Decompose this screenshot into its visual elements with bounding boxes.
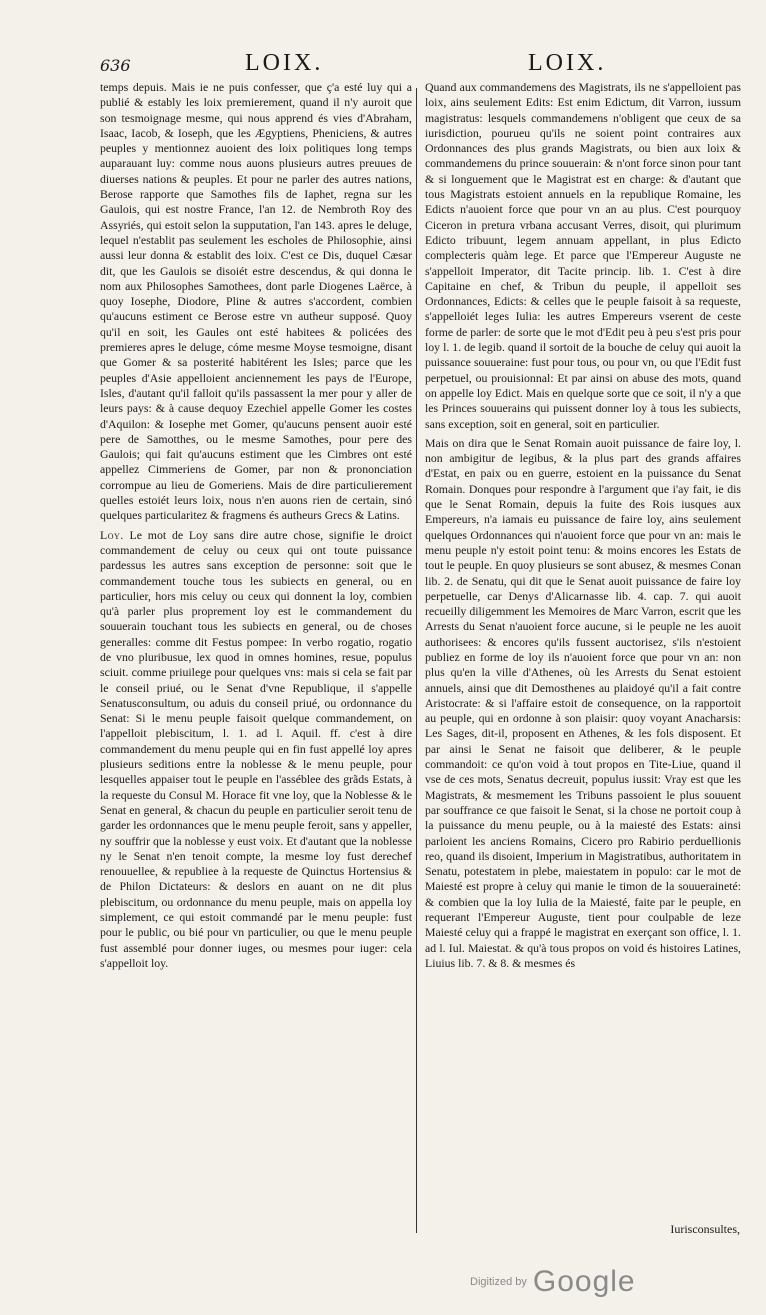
running-head-right: LOIX. bbox=[528, 50, 607, 76]
page-number: 636 bbox=[100, 56, 131, 75]
running-head-left: LOIX. bbox=[245, 50, 324, 76]
right-paragraph-1: Quand aux commandemens des Magistrats, ils ne s'appelloient pas loix, ains seulement Edits: Est enim Edictum, dit Varron, iussum magistratus: lesquels commandemens n'obligent que ceux de sa iurisdiction, pourueu qu'ils ne soient point contraires aux Ordonnances des plus grands Magistrats, ou bien aux loix & commandemens du prince souuerain: & n'ont force sinon pour tant & si longuement que le Magistrat est en charge: & d'autant que tous Magistrats estoient annuels en la republique Romaine, les Edicts n'auoient force que pour vn an au plus. C'est pourquoy Ciceron in pretura vrbana accusant Verres, disoit, qui plurimum Edicto tribuunt, legem annuam appellant, in plus Edicto complecteris quàm lege. Et parce que l'Empereur Auguste ne s'appelloit Imperator, dit Tacite princip. lib. 1. C'est à dire Capitaine en chef, & Tribun du peuple, il appelloit ses Ordonnances, Edicts: & celles que le peuple faisoit à sa requeste, s'appelloiét leges Iulia: les autres Empereurs vserent de ceste forme de parler: de sorte que le mot d'Edit peu à peu s'est pris pour loy l. 1. de legib. quand il sortoit de la bouche de celuy qui auoit la puissance souueraine: fust pour tous, ou pour vn, ou que l'Edit fust perpetuel, ou prouisionnal: Et par ainsi on abuse des mots, quand on appelle loy Edict. Mais en quelque sorte que ce soit, il n'y a que les Princes souuerains qui puissent donner loy à tous les subiects, sans exception, soit en general, soit en particulier. bbox=[425, 80, 741, 431]
left-paragraph-2-text: Le mot de Loy sans dire autre chose, signifie le droict commandement de celuy ou ceux qui ont toute puissance pardessus les autres sans exception de personne: soit que le commandement touche tous les subiects en general, ou en particulier, hors mis celuy ou ceux qui donnent la loy, combien qu'à parler plus proprement loy est le commandement du souuerain touchant tous les subiects en general, ou de choses generalles: comme dit Festus pompee: In verbo rogatio, rogatio de vno pluribusue, lex quod in omnes homines, resue, populus sciuit. comme priuilege pour quelques vns: mais si cela se fait par le conseil priué, ou le Senat d'vne Republique, il s'appelle Senatusconsultum, ou aduis du conseil priué, ou ordonnance du Senat: Si le menu peuple faisoit quelque commandement, on l'appelloit plebiscitum, l. 1. ad l. Aquil. ff. c'est à dire commandement du menu peuple qui en fin fust appellé loy apres plusieurs seditions entre la noblesse & le menu peuple, pour lesquelles appaiser tout le peuple en l'asséblee des grãds Estats, à la requeste du Consul M. Horace fit vne loy, que la Noblesse & le Senat en general, & chacun du peuple en particulier seroit tenu de garder les ordonnances que le menu peuple feroit, sans y appeller, ny souffrir que la noblesse y eust voix. Et d'autant que la noblesse ny le Senat n'en tenoit compte, la mesme loy fust derechef renouuellee, & republiee à la requeste de Quinctus Hortensius & de Philon Dictateurs: & deslors en auant on ne dit plus plebiscitum, ou ordonnance du menu peuple, mais on appella loy simplement, ce qui estoit commandé par le menu peuple: fust pour le public, ou bié pour vn particulier, ou que le menu peuple fust assemblé pour donner iuges, ou mesmes pour iuger: cela s'appelloit loy. bbox=[100, 527, 412, 970]
left-column bbox=[100, 80, 412, 971]
column-divider bbox=[416, 88, 417, 1233]
catchword: Iurisconsultes, bbox=[670, 1222, 740, 1236]
loy-heading: Loy. bbox=[100, 527, 124, 542]
right-paragraph-2: Mais on dira que le Senat Romain auoit puissance de faire loy, l. non ambigitur de legibus, & la plus part des grands affaires d'Estat, en paix ou en guerre, estoient en la puissance du Senat Romain. Donques pour respondre à l'argument que i'ay fait, ie dis que le Senat Romain, depuis la fuite des Rois iusques aux Empereurs, n'a iamais eu puissance de faire loy, ains seulement quelques Ordonnances qui n'auoient force que pour vn an: mais le menu peuple n'y estoit point tenu: & moins encores les Estats de tout le peuple. En quoy plusieurs se sont abusez, & mesmes Conan lib. 2. de Senatu, qui dit que le Senat auoit puissance de faire loy perpetuelle, car Denys d'Alicarnasse lib. 4. cap. 7. qui auoit recueilly diligemment les Memoires de Marc Varron, escrit que les Arrests du Senat n'auoient force aucune, si le peuple ne les auoit authorisees: & encores qu'ils fussent auctorisez, s'ils n'estoient publiez en forme de loy ils n'auoient force que pour vn an: non plus qu'en la ville d'Athenes, où les Arrests du Senat estoient annuels, ainsi que dit Demosthenes au plaidoyé qu'il a fait contre Aristocrate: & si l'affaire estoit de consequence, on la rapportoit au peuple, qui en ordonne à son plaisir: quoy voyant Anacharsis: Les Sages, dit-il, proposent en Athenes, & les fols disposent. Et par ainsi le Senat ne faisoit que deliberer, & le peuple commandoit: ce qu'on void à tout propos en Tite-Liue, quand il vse de ces mots, Senatus decreuit, populus iussit: Vray est que les Magistrats, & mesmement les Tribuns passoient le plus souuent par souffrance ce que faisoit le Senat, si la chose ne portoit coup à la puissance du menu peuple, ou à la maiesté des Estats: ainsi parloient les anciens Romains, Cicero pro Rabirio perduellionis reo, quand ils disoient, Imperium in Magistratibus, authoritatem in Senatu, potestatem in plebe, maiestatem in populo: car le mot de Maiesté est propre à celuy qui manie le timon de la souueraineté: & combien que la loy Iulia de la Maiesté, faite par le peuple, en requerant l'Empereur Auguste, tient pour coulpable de leze Maiesté celuy qui a frappé le magistrat en exerçant son office, l. 1. ad l. Iul. Maiestat. & qu'à tous propos on void és histoires Latines, Liuius lib. 7. & 8. & mesmes és bbox=[425, 435, 741, 970]
watermark-prefix: Digitized by bbox=[470, 1276, 527, 1288]
left-paragraph-2 bbox=[100, 528, 412, 972]
digitized-watermark bbox=[470, 1265, 636, 1299]
right-column bbox=[425, 80, 741, 971]
left-paragraph-1: temps depuis. Mais ie ne puis confesser, que ç'a esté luy qui a publié & estably les loix premierement, quand il n'y auroit que son tesmoignage mesme, qui nous apprend és vies d'Abraham, Isaac, Iacob, & Ioseph, que les Ægyptiens, Pheniciens, & autres peuples y mentionnez auoient des loix politiques long temps auparauant luy: comme nous auons plusieurs autres preuues de diuerses nations & peuples. Et pour ne parler des autres nations, Berose rapporte que Samothes fils de Iaphet, regna sur les Gaulois, qui est nostre France, l'an 12. de Nembroth Roy des Assyriés, qui estoit selon la supputation, l'an 143. apres le deluge, lequel n'establit pas seulement les escholes de Philosophie, ainsi aussi leur donna & establit des loix. C'est ce Dis, duquel Cæsar dit, que les Gaulois se disoiét estre descendus, & qui donna le nom aux Philosophes Samothees, dont parle Diogenes Laërce, à quoy Iosephe, Diodore, Pline & autres s'accordent, combien qu'aucuns estiment ce Berose estre vn autheur supposé. Quoy qu'il en soit, les Gaules ont esté habitees & policées des premieres apres le deluge, cóme mesme Moyse tesmoigne, disant que Gomer & sa posterité habitérent les Isles; parce que les peuples d'Asie appelloient anciennement les pays de l'Europe, Isles, d'autant qu'il falloit qu'ils passassent la mer pour y aller de leurs pays: & à cause dequoy Ezechiel appelle Gomer les costes d'Aquilon: & Iosephe met Gomer, qu'aucuns pensent auoir esté pere de Samotthes, ou le mesme Samothes, pour pere des Gaulois; qui fait qu'aucuns estiment que les Cimbres ont esté appellez Cimmeriens de Gomer, par non & prononciation corrompue au lieu de Gomeriens. Mais de dire particulierement quelles estoiét leurs loix, nous n'en auons rien de certain, sinó quelques particularitez & fragmens és autheurs Grecs & Latins. bbox=[100, 80, 412, 523]
google-logo: Google bbox=[532, 1265, 636, 1298]
